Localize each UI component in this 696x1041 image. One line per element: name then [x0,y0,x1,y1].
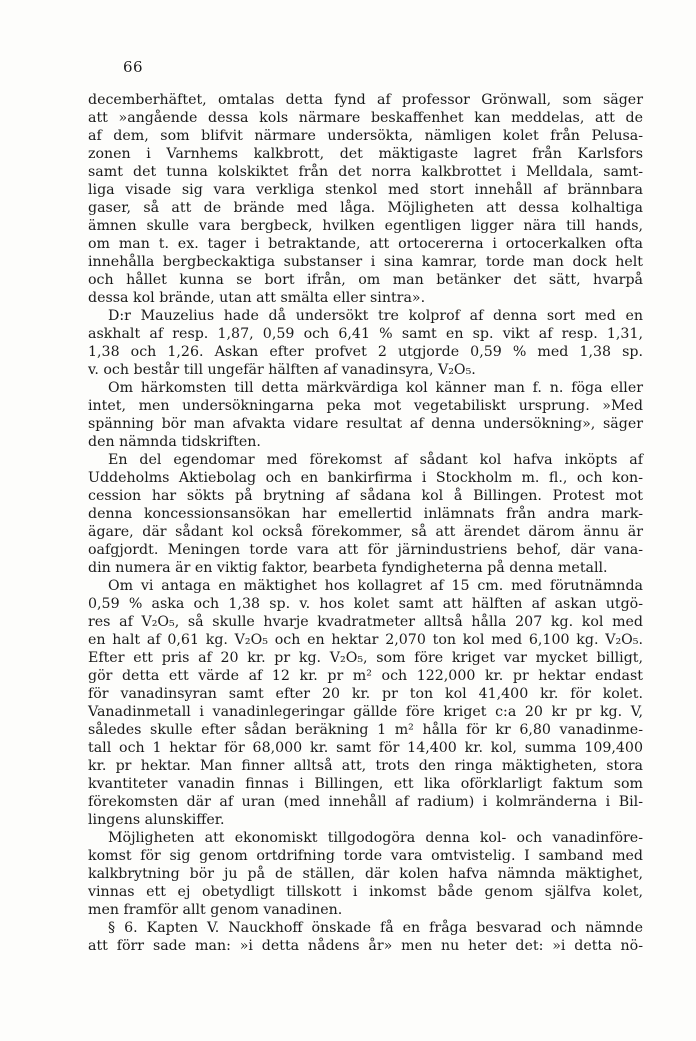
text-line: din numera är en viktig faktor, bearbeta fyndigheterna på denna metall. [88,560,608,576]
text-line: den nämnda tidskriften. [88,434,261,450]
text-line: förekomsten där af uran (med innehåll af radium) i kolmränderna i Bil- [88,794,643,810]
text-line: gaser, så att de brände med låga. Möjligheten att dessa kolhaltiga [88,200,643,216]
text-line: således skulle efter sådan beräkning 1 m² hålla för kr 6,80 vanadinme- [88,722,643,738]
text-line: en halt af 0,61 kg. V₂O₅ och en hektar 2,070 ton kol med 6,100 kg. V₂O₅. [88,632,643,648]
text-line: askhalt af resp. 1,87, 0,59 och 6,41 % samt en sp. vikt af resp. 1,31, [88,326,643,342]
text-line: Om vi antaga en mäktighet hos kollagret af 15 cm. med förutnämnda [108,578,643,594]
text-line: cession har sökts på brytning af sådana kol å Billingen. Protest mot [88,488,643,504]
text-line: oafgjordt. Meningen torde vara att för järnindustriens behof, där vana- [88,542,643,558]
text-line: 1,38 och 1,26. Askan efter profvet 2 utgjorde 0,59 % med 1,38 sp. [88,344,643,360]
text-line: gör detta ett värde af 12 kr. pr m² och 122,000 kr. pr hektar endast [88,668,643,684]
text-line: Efter ett pris af 20 kr. pr kg. V₂O₅, som före kriget var mycket billigt, [88,650,643,666]
text-line: spänning bör man afvakta vidare resultat af denna undersökning», säger [88,416,643,432]
text-line: att »angående dessa kols närmare beskaffenhet kan meddelas, att de [88,110,643,126]
text-line: ägare, där sådant kol också förekommer, så att ärendet därom ännu är [88,524,643,540]
text-line: dessa kol brände, utan att smälta eller sintra». [88,290,426,306]
text-line: lingens alunskiffer. [88,812,225,828]
text-line: D:r Mauzelius hade då undersökt tre kolprof af denna sort med en [108,308,643,324]
text-line: innehålla bergbeckaktiga substanser i sina kamrar, torde man dock helt [88,254,643,270]
text-line: Vanadinmetall i vanadinlegeringar gällde före kriget c:a 20 kr pr kg. V, [88,704,643,720]
text-line: En del egendomar med förekomst af sådant kol hafva inköpts af [108,452,643,468]
text-line: Om härkomsten till detta märkvärdiga kol känner man f. n. föga eller [108,380,643,396]
text-line: och hållet kunna se bort ifrån, om man betänker det sätt, hvarpå [88,272,643,288]
text-line: Uddeholms Aktiebolag och en bankirfirma i Stockholm m. fl., och kon- [88,470,643,486]
text-line: res af V₂O₅, så skulle hvarje kvadratmeter alltså hålla 207 kg. kol med [88,614,643,630]
text-line: af dem, som blifvit närmare undersökta, nämligen kolet från Pelusa- [88,128,643,144]
text-line: ämnen skulle vara bergbeck, hvilken egentligen ligger nära till hands, [88,218,643,234]
text-line: intet, men undersökningarna peka mot vegetabiliskt ursprung. »Med [88,398,643,414]
text-line: kr. pr hektar. Man finner alltså att, trots den ringa mäktigheten, stora [88,758,643,774]
text-line: men framför allt genom vanadinen. [88,902,343,918]
text-line: samt det tunna kolskiktet från det norra kalkbrottet i Melldala, samt- [88,164,643,180]
text-line: 0,59 % aska och 1,38 sp. v. hos kolet samt att hälften af askan utgö- [88,596,643,612]
text-line: denna koncessionsansökan har emellertid inlämnats från andra mark- [88,506,643,522]
text-line: Möjligheten att ekonomiskt tillgodogöra denna kol- och vanadinföre- [108,830,643,846]
text-line: kalkbrytning bör ju på de ställen, där kolen hafva nämnda mäktighet, [88,866,643,882]
text-line: zonen i Varnhems kalkbrott, det mäktigaste lagret från Karlsfors [88,146,643,162]
text-line: § 6. Kapten V. Nauckhoff önskade få en fråga besvarad och nämnde [108,920,643,936]
text-line: tall och 1 hektar för 68,000 kr. samt för 14,400 kr. kol, summa 109,400 [88,740,643,756]
text-line: decemberhäftet, omtalas detta fynd af professor Grönwall, som säger [88,92,643,108]
text-line: att förr sade man: »i detta nådens år» men nu heter det: »i detta nö- [88,938,643,954]
text-line: kvantiteter vanadin finnas i Billingen, ett lika oförklarligt faktum som [88,776,643,792]
text-line: om man t. ex. tager i betraktande, att ortocererna i ortocerkalken ofta [88,236,643,252]
text-line: vinnas ett ej obetydligt tillskott i inkomst både genom själfva kolet, [88,884,643,900]
text-line: komst för sig genom ortdrifning torde vara omtvistelig. I samband med [88,848,643,864]
text-line: v. och består till ungefär hälften af vanadinsyra, V₂O₅. [88,362,476,378]
body-text [88,91,643,955]
text-line: liga visade sig vara verkliga stenkol med stort innehåll af brännbara [88,182,643,198]
text-line: för vanadinsyran samt efter 20 kr. pr ton kol 41,400 kr. för kolet. [88,686,643,702]
page-number: 66 [123,58,144,76]
